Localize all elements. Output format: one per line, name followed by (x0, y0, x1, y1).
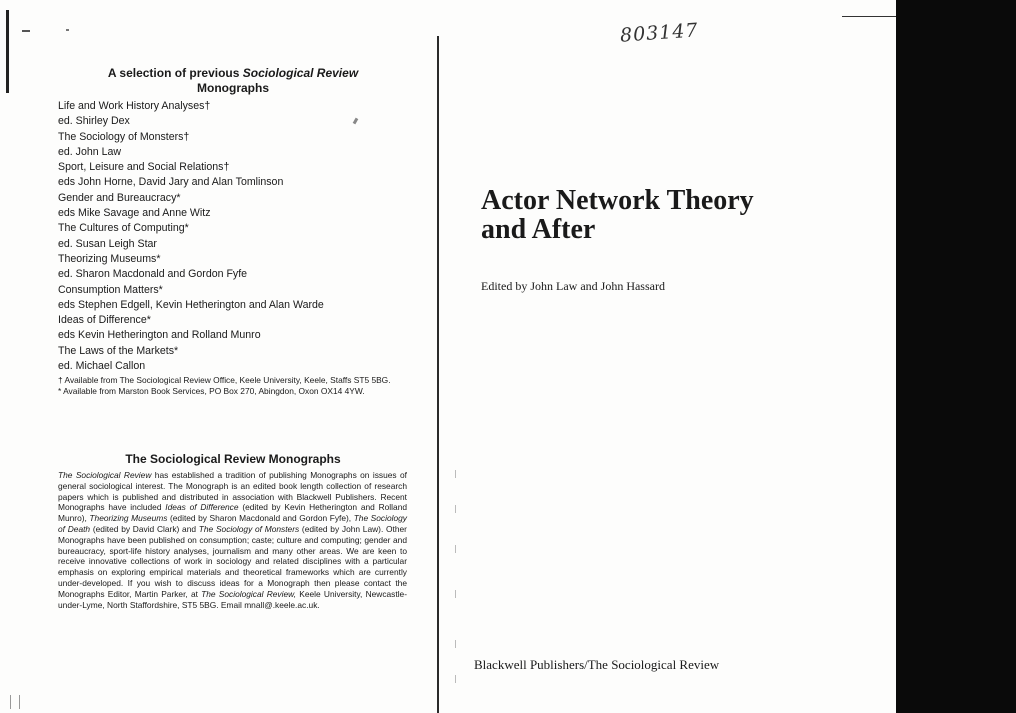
contact-text: Keele University, Newcastle-under-Lyme, North Staffordshire, ST5 5BG. Email mnall@.keele.ac.uk. (58, 588, 407, 610)
handwritten-note: 803147 (619, 19, 700, 47)
gutter-tick (455, 505, 456, 513)
monographs-section-heading: The Sociological Review Monographs (125, 452, 341, 466)
journal-name: The Sociological Review (58, 470, 152, 480)
monograph-title: The Laws of the Markets* (58, 344, 179, 357)
monograph-title-ref: The Sociology of Death (58, 513, 407, 534)
monograph-title: Gender and Bureaucracy* (58, 191, 181, 204)
monograph-editors: ed. Michael Callon (58, 360, 146, 373)
monograph-title: The Sociology of Monsters† (58, 130, 190, 143)
list-item (58, 191, 418, 222)
monograph-editors: eds John Horne, David Jary and Alan Tomlinson (58, 176, 284, 189)
monograph-editors: ed. John Law (58, 145, 122, 158)
monograph-title: Ideas of Difference* (58, 314, 151, 327)
book-title-line-2: and After (481, 214, 596, 245)
footnote-dagger: † Available from The Sociological Review Office, Keele University, Keele, Staffs ST5 5BG. (58, 375, 391, 385)
list-item (58, 221, 418, 252)
book-title-line-1: Actor Network Theory (481, 185, 754, 216)
body-text: has established a tradition of publishing Monographs on issues of general sociological interest. The Monograph is an edited book length collection of research papers which is published and distributed in association with Blackwell Publishers. Recent Monographs have included (58, 470, 407, 513)
scan-speck (66, 29, 69, 31)
monographs-description (58, 470, 407, 610)
monograph-editors: eds Stephen Edgell, Kevin Hetherington and Alan Warde (58, 298, 324, 311)
scan-edge-mark (6, 10, 9, 93)
monograph-title: The Cultures of Computing* (58, 222, 189, 235)
list-item (58, 313, 418, 344)
list-item (58, 160, 418, 191)
scan-black-margin (896, 0, 1016, 713)
list-item (58, 252, 418, 283)
body-text: (edited by Kevin Hetherington and Rolland Munro), (58, 502, 408, 524)
monograph-editors: ed. Sharon Macdonald and Gordon Fyfe (58, 268, 248, 281)
selection-heading-prefix: A selection of previous (107, 66, 240, 80)
list-item (58, 283, 418, 314)
monograph-title: Life and Work History Analyses† (58, 100, 211, 112)
monograph-title-ref: The Sociology of Monsters (198, 523, 300, 534)
gutter-tick (455, 640, 456, 648)
selection-heading (58, 66, 408, 96)
monograph-editors: eds Mike Savage and Anne Witz (58, 207, 211, 220)
monograph-title-ref: Theorizing Museums (89, 513, 168, 524)
scan-top-rule (842, 16, 896, 17)
list-item (58, 344, 418, 375)
selection-heading-journal: Sociological Review (242, 66, 359, 80)
book-editors: Edited by John Law and John Hassard (481, 279, 665, 293)
gutter-tick (455, 675, 456, 683)
monograph-editors: ed. Shirley Dex (58, 115, 130, 128)
scan-speck (22, 30, 30, 32)
journal-name: The Sociological Review, (201, 588, 297, 599)
monograph-title-ref: Ideas of Difference (165, 502, 239, 513)
body-text: (edited by David Clark) and (90, 523, 199, 534)
gutter-tick (455, 545, 456, 553)
book-publisher: Blackwell Publishers/The Sociological Review (474, 657, 720, 672)
page-gutter (437, 36, 439, 713)
book-title (481, 186, 754, 244)
monograph-title: Consumption Matters* (58, 283, 163, 296)
availability-footnotes (58, 375, 407, 396)
gutter-tick (455, 590, 456, 598)
body-text: (edited by Sharon Macdonald and Gordon Fyfe), (167, 513, 354, 524)
monograph-title: Sport, Leisure and Social Relations† (58, 161, 230, 174)
selection-heading-suffix: Monographs (197, 81, 269, 95)
monograph-editors: ed. Susan Leigh Star (58, 237, 157, 250)
list-item (58, 99, 418, 130)
body-text: (edited by John Law). Other Monographs have been published on consumption; caste; culture and computing; gender and bureaucracy, sport-life history analyses, journalism and many other areas. We are keen to receive innovative collections of work in sociology and related disciplines with a particular emphasis on exploring empirical materials and theoretical frameworks which are currently under-developed. If you wish to discuss ideas for a Monograph then please contact the Monographs Editor, Martin Parker, at (58, 523, 407, 599)
monograph-editors: eds Kevin Hetherington and Rolland Munro (58, 329, 261, 342)
monograph-title: Theorizing Museums* (58, 252, 161, 265)
footnote-star: * Available from Marston Book Services, PO Box 270, Abingdon, Oxon OX14 4YW. (58, 385, 365, 396)
monograph-list (58, 99, 418, 374)
scan-corner-mark (10, 695, 20, 709)
gutter-tick (455, 470, 456, 478)
list-item (58, 130, 418, 161)
